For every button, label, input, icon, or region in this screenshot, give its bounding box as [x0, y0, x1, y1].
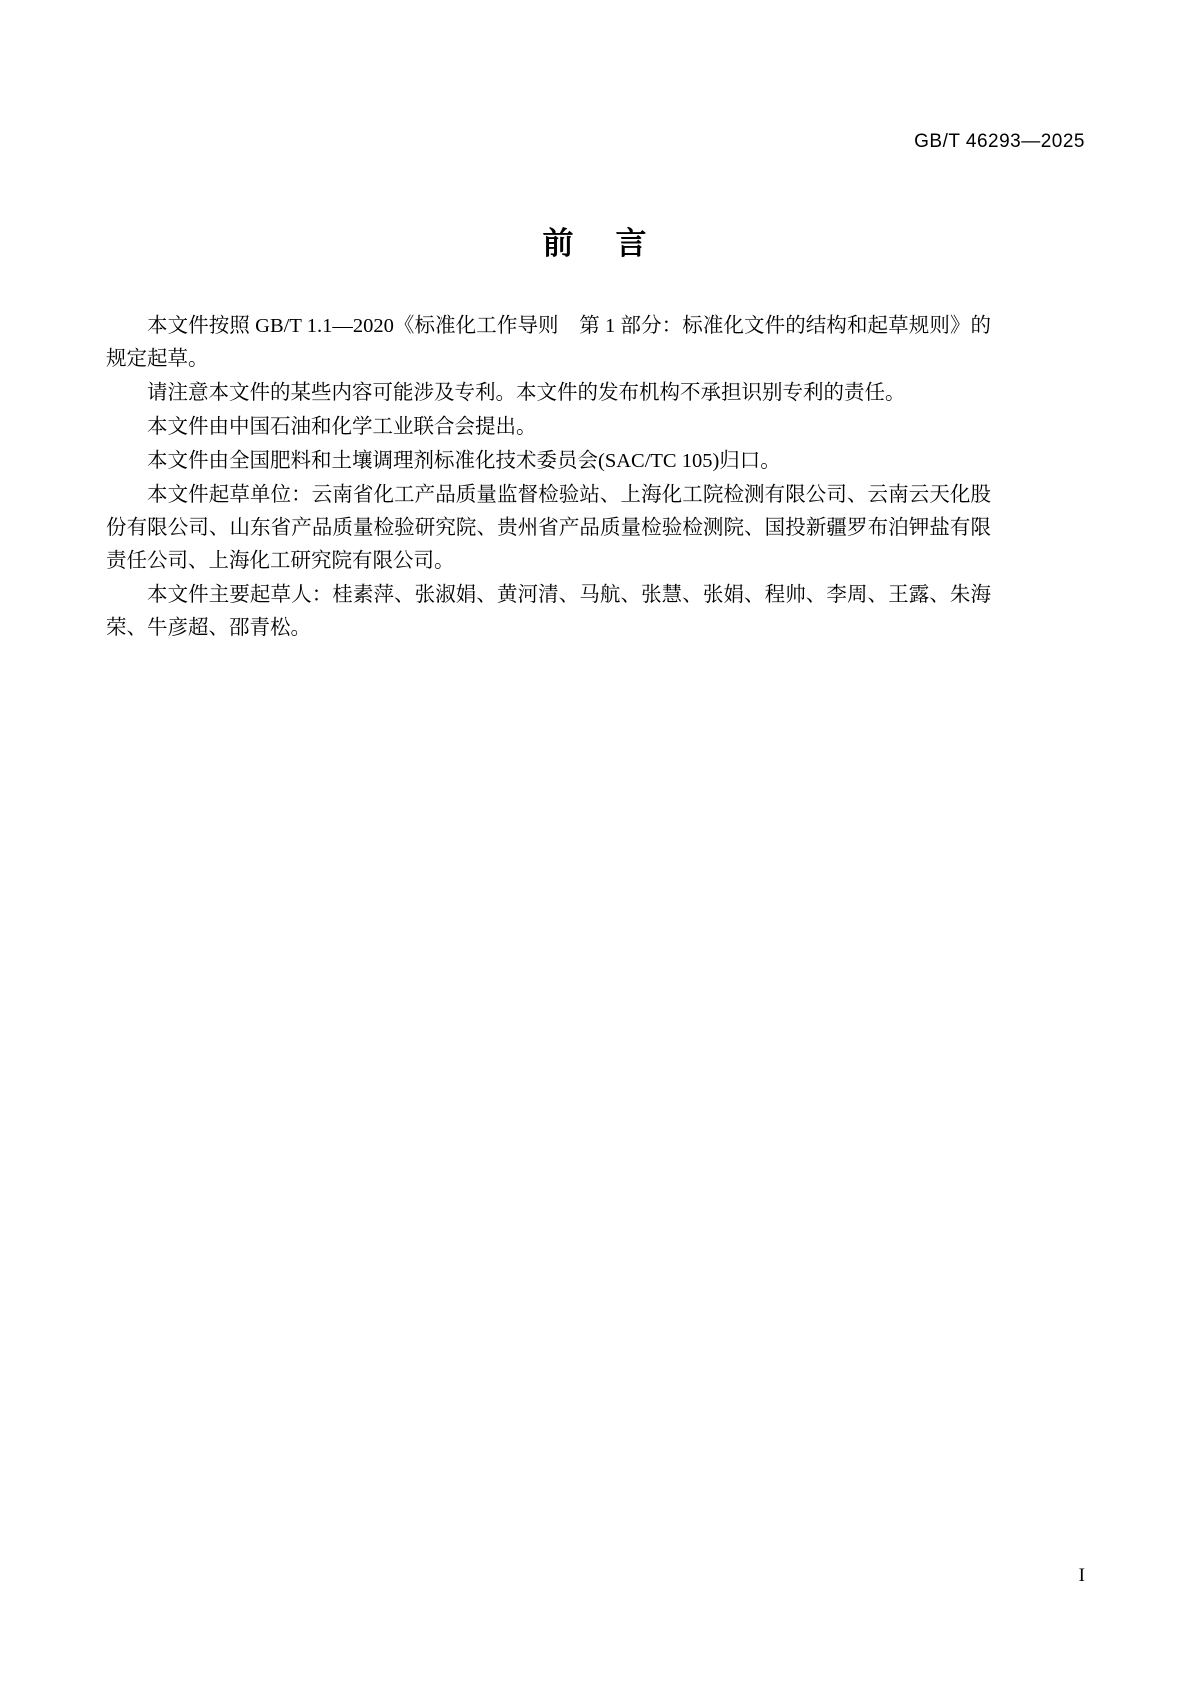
foreword-paragraph: 本文件主要起草人：桂素萍、张淑娟、黄河清、马航、张慧、张娟、程帅、李周、王露、朱海荣、牛彦超、邵青松。: [106, 584, 991, 639]
foreword-paragraph: 请注意本文件的某些内容可能涉及专利。本文件的发布机构不承担识别专利的责任。: [147, 382, 906, 404]
page-number: I: [1078, 1565, 1085, 1586]
standard-code-header: GB/T 46293—2025: [914, 131, 1085, 152]
foreword-paragraph: 本文件由全国肥料和土壤调理剂标准化技术委员会(SAC/TC 105)归口。: [147, 450, 781, 472]
page-title-char-1: 前: [542, 226, 576, 262]
foreword-paragraph: 本文件按照 GB/T 1.1—2020《标准化工作导则 第 1 部分：标准化文件的结构和起草规则》的规定起草。: [106, 315, 991, 370]
foreword-body: [106, 310, 991, 646]
page-title-char-2: 言: [615, 226, 649, 262]
foreword-paragraph: 本文件起草单位：云南省化工产品质量监督检验站、上海化工院检测有限公司、云南云天化股份有限公司、山东省产品质量检验研究院、贵州省产品质量检验检测院、国投新疆罗布泊钾盐有限责任公司、上海化工研究院有限公司。: [106, 484, 991, 572]
page-title: [0, 218, 1191, 263]
foreword-paragraph: 本文件由中国石油和化学工业联合会提出。: [147, 416, 537, 438]
